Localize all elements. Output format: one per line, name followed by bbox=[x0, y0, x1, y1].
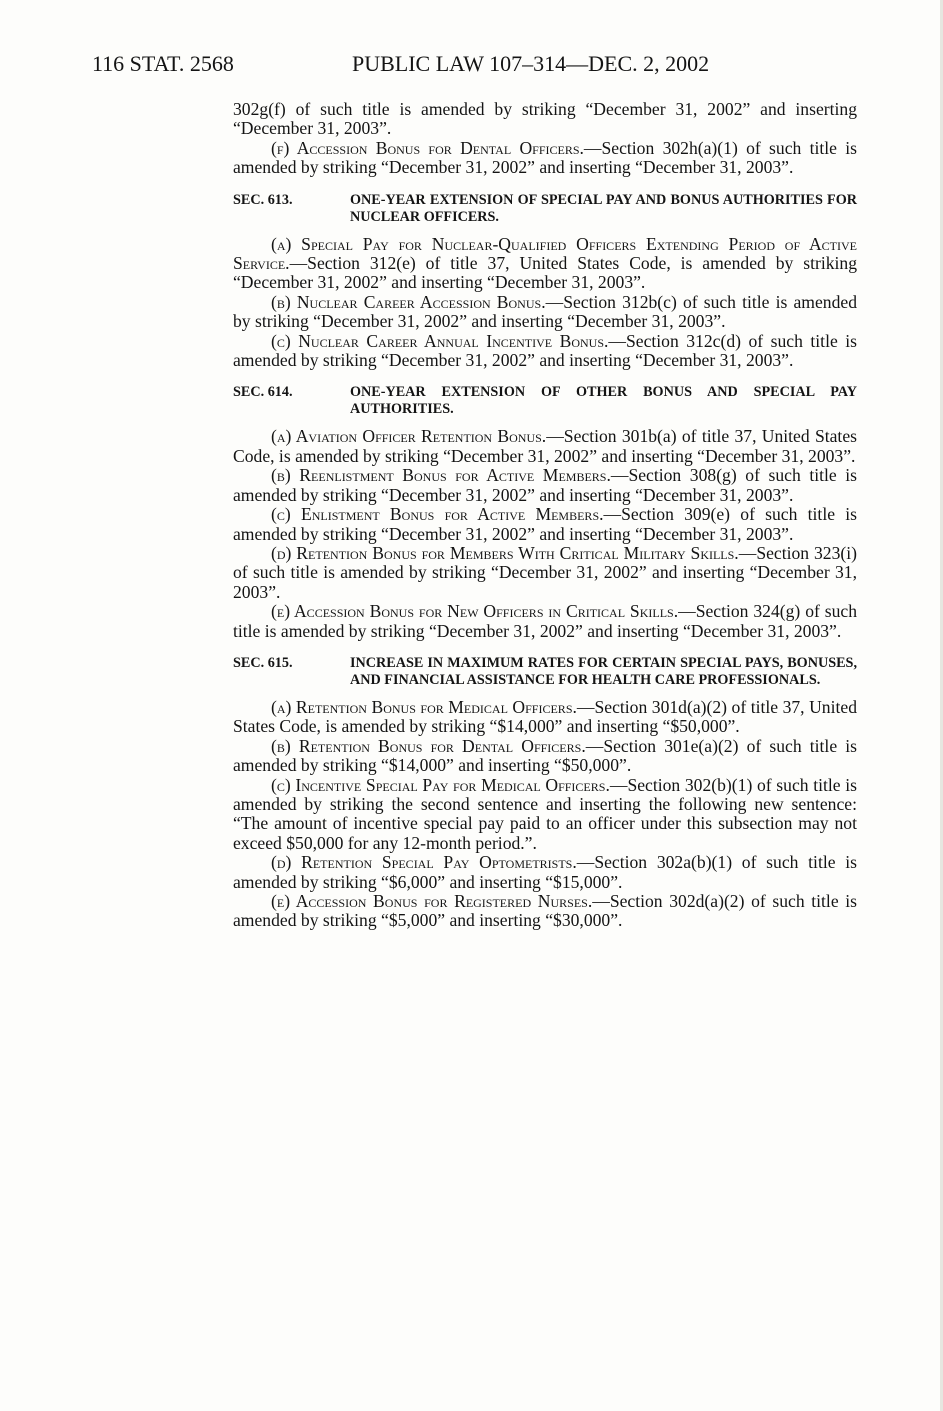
paragraph-heading: (c) Enlistment Bonus for Active Members. bbox=[271, 504, 604, 525]
section-title: INCREASE IN MAXIMUM RATES FOR CERTAIN SPECIAL PAYS, BONUSES, AND FINANCIAL ASSISTANCE FOR HEALTH CARE PROFESSIONALS. bbox=[350, 654, 857, 688]
paragraph-heading: (c) Nuclear Career Annual Incentive Bonus. bbox=[271, 330, 609, 351]
section-614-paragraph bbox=[233, 427, 857, 466]
paragraph-heading: (c) Incentive Special Pay for Medical Officers. bbox=[271, 774, 610, 795]
paragraph-text: —Section 301b(a) of title 37, United States Code, is amended by striking “December 31, 2002” and inserting “December 31, 2003”. bbox=[233, 426, 857, 466]
paragraph-heading: (a) Aviation Officer Retention Bonus. bbox=[271, 426, 547, 447]
section-615-paragraph bbox=[233, 892, 857, 931]
section-613-heading bbox=[233, 192, 857, 226]
paragraph-text: —Section 308(g) of such title is amended by striking “December 31, 2002” and inserting “December 31, 2003”. bbox=[233, 465, 858, 505]
paragraph-heading: (f) Accession Bonus for Dental Officers. bbox=[271, 137, 584, 158]
paragraph-heading: (e) Accession Bonus for Registered Nurses. bbox=[271, 891, 593, 911]
section-title: ONE-YEAR EXTENSION OF OTHER BONUS AND SPECIAL PAY AUTHORITIES. bbox=[350, 384, 857, 418]
section-614-heading bbox=[233, 384, 857, 418]
section-615-paragraph bbox=[233, 776, 857, 854]
section-615-paragraph bbox=[233, 853, 857, 892]
paragraph-text: —Section 301e(a)(2) of such title is amended by striking “$14,000” and inserting “$50,000”. bbox=[233, 735, 857, 776]
section-number: SEC. 614. bbox=[233, 384, 293, 401]
section-title: ONE-YEAR EXTENSION OF SPECIAL PAY AND BONUS AUTHORITIES FOR NUCLEAR OFFICERS. bbox=[350, 191, 857, 225]
paragraph-text: —Section 312b(c) of such title is amended by striking “December 31, 2002” and inserting “December 31, 2003”. bbox=[233, 291, 857, 332]
paragraph-text: —Section 301d(a)(2) of title 37, United States Code, is amended by striking “$14,000” and inserting “$50,000”. bbox=[233, 696, 857, 737]
paragraph-heading: (a) Special Pay for Nuclear-Qualified Officers Extending Period of Active Service. bbox=[233, 233, 857, 274]
section-613-paragraph bbox=[233, 332, 857, 371]
section-614-paragraph bbox=[233, 466, 857, 505]
paragraph-text: —Section 302(b)(1) of such title is amended by striking the second sentence and inserting the following new sentence: “The amount of incentive special pay paid to an officer under this subsection may not exceed $50,000 for any 12-month period.”. bbox=[233, 774, 857, 853]
paragraph-heading: (d) Retention Bonus for Members With Critical Military Skills. bbox=[271, 542, 739, 563]
paragraph-text: —Section 302h(a)(1) of such title is amended by striking “December 31, 2002” and inserting “December 31, 2003”. bbox=[233, 137, 857, 178]
section-613-paragraph bbox=[233, 293, 857, 332]
paragraph-f bbox=[233, 139, 857, 178]
paragraph-text: —Section 309(e) of such title is amended by striking “December 31, 2002” and inserting “December 31, 2003”. bbox=[233, 504, 857, 544]
section-number: SEC. 613. bbox=[233, 191, 293, 208]
paragraph-text: —Section 323(i) of such title is amended by striking “December 31, 2002” and inserting “December 31, 2003”. bbox=[233, 542, 857, 602]
paragraph-heading: (b) Reenlistment Bonus for Active Members. bbox=[271, 465, 611, 486]
paragraph-text: —Section 302a(b)(1) of such title is amended by striking “$6,000” and inserting “$15,000”. bbox=[233, 852, 857, 892]
paragraph-heading: (d) Retention Special Pay Optometrists. bbox=[271, 852, 577, 873]
law-title: PUBLIC LAW 107–314—DEC. 2, 2002 bbox=[352, 51, 710, 76]
paragraph-text: —Section 302d(a)(2) of such title is amended by striking “$5,000” and inserting “$30,000”. bbox=[233, 891, 857, 931]
section-615-paragraph bbox=[233, 698, 857, 737]
paragraph-text: —Section 324(g) of such title is amended by striking “December 31, 2002” and inserting “December 31, 2003”. bbox=[233, 601, 857, 641]
stat-citation: 116 STAT. 2568 bbox=[92, 51, 234, 76]
section-615-heading bbox=[233, 655, 857, 689]
continuation-paragraph: 302g(f) of such title is amended by striking “December 31, 2002” and inserting “December 31, 2003”. bbox=[233, 99, 857, 139]
page-body bbox=[233, 100, 857, 931]
section-613-paragraph bbox=[233, 235, 857, 293]
section-614-paragraph bbox=[233, 544, 857, 602]
section-614-paragraph bbox=[233, 505, 857, 544]
paragraph-heading: (b) Nuclear Career Accession Bonus. bbox=[271, 291, 546, 312]
section-614-paragraph bbox=[233, 602, 857, 641]
section-615-paragraph bbox=[233, 737, 857, 776]
paragraph-heading: (a) Retention Bonus for Medical Officers. bbox=[271, 696, 577, 717]
paragraph-text: —Section 312c(d) of such title is amended by striking “December 31, 2002” and inserting “December 31, 2003”. bbox=[233, 330, 858, 371]
paragraph-heading: (b) Retention Bonus for Dental Officers. bbox=[271, 735, 586, 756]
paragraph-text: —Section 312(e) of title 37, United States Code, is amended by striking “December 31, 2002” and inserting “December 31, 2003”. bbox=[233, 253, 857, 293]
section-number: SEC. 615. bbox=[233, 654, 293, 671]
paragraph-heading: (e) Accession Bonus for New Officers in Critical Skills. bbox=[271, 601, 679, 622]
